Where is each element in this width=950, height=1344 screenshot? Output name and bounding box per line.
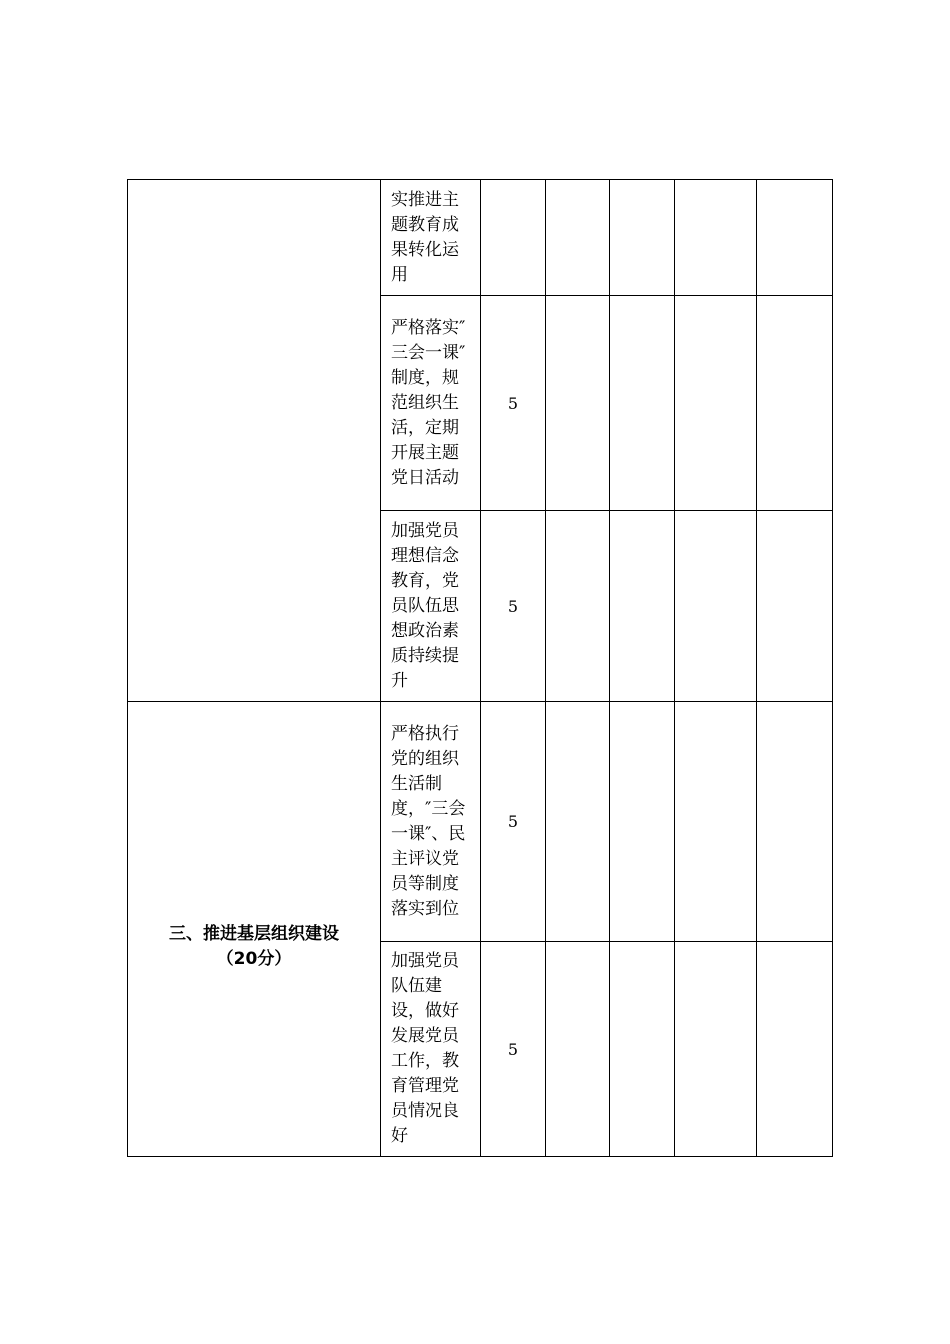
table-row	[128, 180, 833, 296]
empty-cell	[610, 702, 675, 942]
empty-cell	[757, 942, 833, 1157]
empty-cell	[610, 511, 675, 702]
empty-cell	[610, 180, 675, 296]
score-cell: 5	[481, 511, 546, 702]
empty-cell	[675, 702, 757, 942]
item-text: 加强党员队伍建设，做好发展党员工作，教育管理党员情况良好	[381, 942, 481, 1157]
score-cell: 5	[481, 702, 546, 942]
section-cell	[128, 180, 381, 702]
item-text: 严格落实″三会一课″制度，规范组织生活，定期开展主题党日活动	[381, 296, 481, 511]
empty-cell	[546, 180, 610, 296]
empty-cell	[757, 511, 833, 702]
table-row	[128, 702, 833, 942]
empty-cell	[757, 702, 833, 942]
item-text: 实推进主题教育成果转化运用	[381, 180, 481, 296]
empty-cell	[675, 180, 757, 296]
empty-cell	[675, 296, 757, 511]
item-text: 加强党员理想信念教育，党员队伍思想政治素质持续提升	[381, 511, 481, 702]
empty-cell	[546, 511, 610, 702]
empty-cell	[757, 296, 833, 511]
item-text: 严格执行党的组织生活制度，″三会一课″、民主评议党员等制度落实到位	[381, 702, 481, 942]
evaluation-table	[127, 179, 833, 1157]
score-cell: 5	[481, 296, 546, 511]
empty-cell	[675, 511, 757, 702]
section-cell	[128, 702, 381, 1157]
empty-cell	[546, 942, 610, 1157]
section-title: 三、推进基层组织建设	[169, 924, 339, 944]
section-points: （20分）	[216, 949, 292, 969]
empty-cell	[757, 180, 833, 296]
empty-cell	[546, 702, 610, 942]
score-cell: 5	[481, 942, 546, 1157]
empty-cell	[610, 296, 675, 511]
empty-cell	[675, 942, 757, 1157]
empty-cell	[546, 296, 610, 511]
empty-cell	[610, 942, 675, 1157]
score-cell	[481, 180, 546, 296]
